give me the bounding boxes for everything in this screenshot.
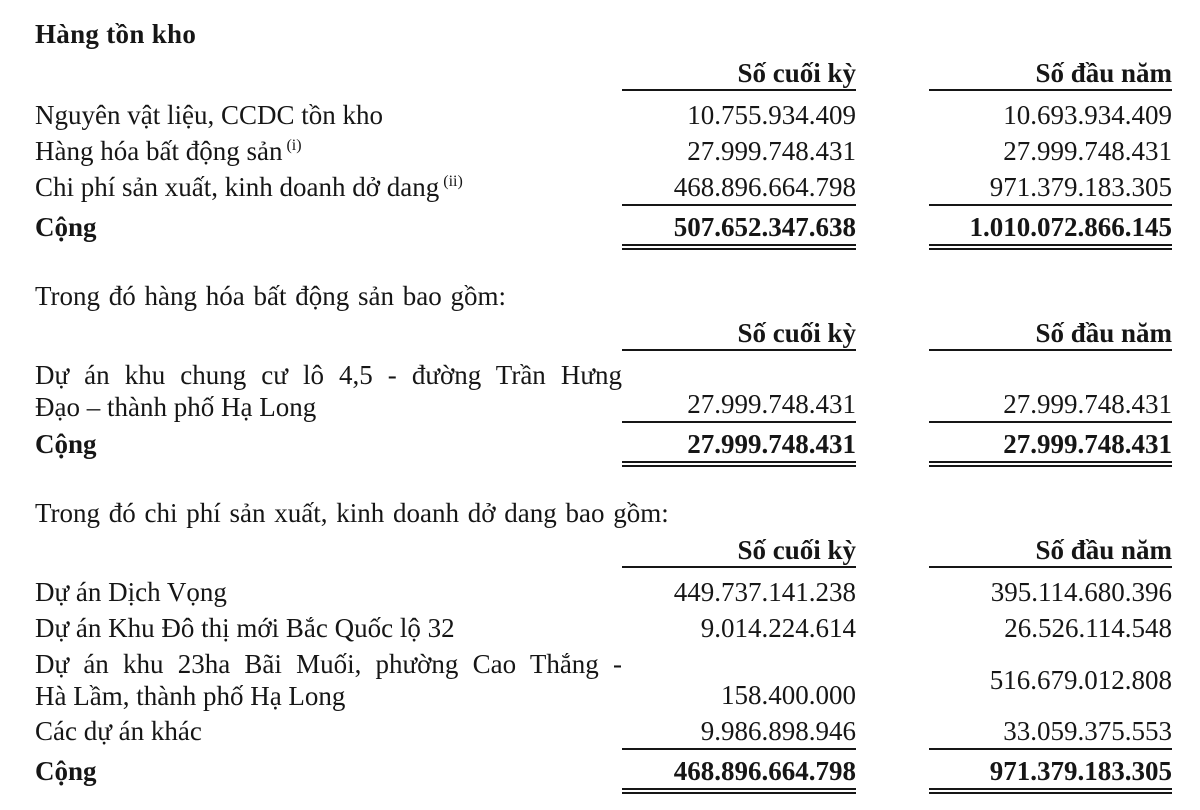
total-value-begin: 27.999.748.431 bbox=[929, 428, 1172, 467]
column-gap bbox=[856, 135, 929, 168]
total-value-end: 468.896.664.798 bbox=[622, 755, 856, 794]
note-reference: (i) bbox=[286, 137, 302, 154]
total-row bbox=[35, 428, 1173, 467]
column-gap bbox=[856, 535, 929, 568]
total-value-end: 27.999.748.431 bbox=[622, 428, 856, 467]
row-value-begin: 971.379.183.305 bbox=[929, 171, 1172, 206]
table-row bbox=[35, 715, 1173, 750]
total-value-begin: 1.010.072.866.145 bbox=[929, 211, 1172, 250]
column-gap bbox=[856, 648, 929, 712]
column-gap bbox=[856, 755, 929, 794]
row-value-end: 158.400.000 bbox=[721, 680, 856, 710]
total-row bbox=[35, 755, 1173, 794]
row-value-end: 9.014.224.614 bbox=[700, 613, 856, 643]
column-gap bbox=[856, 715, 929, 750]
row-label bbox=[35, 359, 622, 423]
row-value-end: 449.737.141.238 bbox=[673, 577, 856, 607]
column-gap bbox=[856, 99, 929, 132]
total-value-end: 507.652.347.638 bbox=[622, 211, 856, 250]
section-heading-wip: Trong đó chi phí sản xuất, kinh doanh dở dang bao gồm: bbox=[35, 498, 669, 528]
section-heading-real-estate: Trong đó hàng hóa bất động sản bao gồm: bbox=[35, 281, 506, 311]
row-label-line1: Dự án khu 23ha Bãi Muối, phường Cao Thắng - bbox=[35, 649, 622, 679]
column-gap bbox=[856, 171, 929, 206]
table-row bbox=[35, 648, 1173, 712]
row-label: Nguyên vật liệu, CCDC tồn kho bbox=[35, 100, 383, 130]
header-spacer bbox=[35, 318, 622, 351]
row-value-begin: 10.693.934.409 bbox=[1003, 100, 1172, 130]
row-value-end: 27.999.748.431 bbox=[622, 388, 856, 423]
table-row bbox=[35, 171, 1173, 206]
real-estate-header-row bbox=[35, 318, 1173, 351]
row-label-line2: Hà Lầm, thành phố Hạ Long bbox=[35, 681, 346, 711]
row-value-end: 27.999.748.431 bbox=[687, 136, 856, 166]
row-value-begin: 26.526.114.548 bbox=[1004, 613, 1172, 643]
table-row bbox=[35, 135, 1173, 168]
table-row bbox=[35, 612, 1173, 645]
column-gap bbox=[856, 576, 929, 609]
column-header-end-period: Số cuối kỳ bbox=[622, 58, 856, 91]
document-title: Hàng tồn kho bbox=[35, 19, 197, 49]
row-label: Dự án Dịch Vọng bbox=[35, 577, 227, 607]
row-label-line1: Dự án khu chung cư lô 4,5 - đường Trần Hưng bbox=[35, 360, 622, 390]
column-gap bbox=[856, 428, 929, 467]
row-value-begin: 27.999.748.431 bbox=[929, 388, 1172, 423]
row-value-end: 468.896.664.798 bbox=[622, 171, 856, 206]
column-gap bbox=[856, 359, 929, 423]
row-label-line2: Đạo – thành phố Hạ Long bbox=[35, 392, 317, 422]
row-value-end: 10.755.934.409 bbox=[687, 100, 856, 130]
row-value-begin: 516.679.012.808 bbox=[989, 664, 1172, 695]
total-row bbox=[35, 211, 1173, 250]
row-label: Dự án Khu Đô thị mới Bắc Quốc lộ 32 bbox=[35, 613, 455, 643]
total-label: Cộng bbox=[35, 429, 97, 459]
column-gap bbox=[856, 211, 929, 250]
column-header-end-period: Số cuối kỳ bbox=[622, 535, 856, 568]
table-row bbox=[35, 576, 1173, 609]
column-header-begin-year: Số đầu năm bbox=[929, 58, 1172, 91]
column-gap bbox=[856, 58, 929, 91]
inventory-header-row bbox=[35, 58, 1173, 91]
table-row bbox=[35, 359, 1173, 423]
table-row bbox=[35, 99, 1173, 132]
row-value-begin: 33.059.375.553 bbox=[929, 715, 1172, 750]
wip-header-row bbox=[35, 535, 1173, 568]
column-gap bbox=[856, 318, 929, 351]
column-gap bbox=[856, 612, 929, 645]
total-value-begin: 971.379.183.305 bbox=[929, 755, 1172, 794]
row-label bbox=[35, 648, 622, 712]
row-label: Chi phí sản xuất, kinh doanh dở dang $^{(ii)}$ bbox=[35, 172, 463, 202]
column-header-end-period: Số cuối kỳ bbox=[622, 318, 856, 351]
row-label: Hàng hóa bất động sản $^{(i)}$ bbox=[35, 136, 302, 166]
column-header-begin-year: Số đầu năm bbox=[929, 535, 1172, 568]
header-spacer bbox=[35, 535, 622, 568]
row-label: Các dự án khác bbox=[35, 716, 202, 746]
row-value-end: 9.986.898.946 bbox=[622, 715, 856, 750]
total-label: Cộng bbox=[35, 756, 97, 786]
total-label: Cộng bbox=[35, 212, 97, 242]
column-header-begin-year: Số đầu năm bbox=[929, 318, 1172, 351]
header-spacer bbox=[35, 58, 622, 91]
row-value-begin: 395.114.680.396 bbox=[990, 577, 1172, 607]
note-reference: (ii) bbox=[443, 173, 463, 190]
row-value-begin: 27.999.748.431 bbox=[1003, 136, 1172, 166]
